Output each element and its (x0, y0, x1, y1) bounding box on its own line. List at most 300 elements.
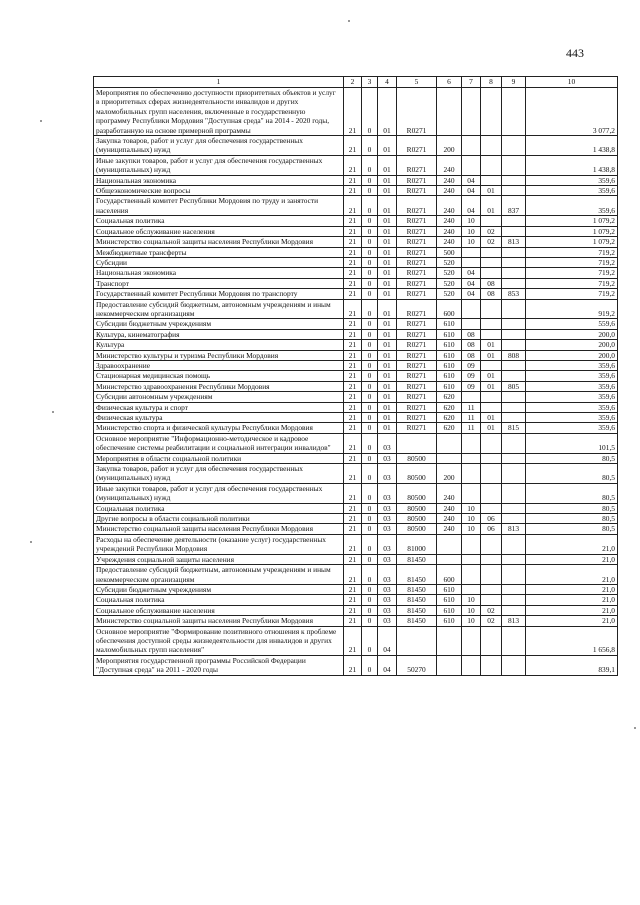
col-9-value (502, 565, 526, 585)
amount-value: 101,5 (526, 433, 618, 453)
col-3-value: 0 (362, 268, 378, 278)
col-8-value (481, 319, 502, 329)
col-5-value: R0271 (397, 423, 437, 433)
table-row (94, 247, 618, 257)
col-6-value: 610 (437, 371, 462, 381)
col-3-value: 0 (362, 655, 378, 675)
col-5-value: R0271 (397, 350, 437, 360)
col-4-value: 01 (378, 340, 397, 350)
col-9-value (502, 514, 526, 524)
amount-value: 1 656,8 (526, 626, 618, 655)
col-3-value: 0 (362, 216, 378, 226)
col-2-value: 21 (344, 483, 362, 503)
col-8-value (481, 534, 502, 554)
col-7-value: 10 (462, 616, 481, 626)
table-row (94, 413, 618, 423)
table-row (94, 565, 618, 585)
col-5-value: R0271 (397, 216, 437, 226)
col-7-value (462, 247, 481, 257)
col-9-value: 813 (502, 616, 526, 626)
row-name: Министерство спорта и физической культуры Республики Мордовия (94, 423, 344, 433)
col-7-value: 10 (462, 605, 481, 615)
col-2-value: 21 (344, 423, 362, 433)
col-6-value: 240 (437, 216, 462, 226)
col-8-value: 08 (481, 278, 502, 288)
col-7-value: 08 (462, 350, 481, 360)
col-8-value: 01 (481, 340, 502, 350)
col-3-value: 0 (362, 350, 378, 360)
col-4-value: 01 (378, 319, 397, 329)
column-header: 7 (462, 77, 481, 88)
col-2-value: 21 (344, 524, 362, 534)
col-9-value (502, 175, 526, 185)
amount-value: 200,0 (526, 350, 618, 360)
col-6-value: 610 (437, 595, 462, 605)
col-3-value: 0 (362, 186, 378, 196)
col-2-value: 21 (344, 88, 362, 136)
table-row (94, 175, 618, 185)
col-2-value: 21 (344, 237, 362, 247)
col-5-value: R0271 (397, 155, 437, 175)
col-7-value (462, 453, 481, 463)
row-name: Субсидии автономным учреждениям (94, 392, 344, 402)
col-7-value (462, 155, 481, 175)
col-7-value (462, 319, 481, 329)
row-name: Министерство здравоохранения Республики Мордовия (94, 381, 344, 391)
row-name: Субсидии бюджетным учреждениям (94, 319, 344, 329)
col-3-value: 0 (362, 381, 378, 391)
col-3-value: 0 (362, 175, 378, 185)
col-9-value (502, 329, 526, 339)
col-4-value: 04 (378, 655, 397, 675)
col-5-value: R0271 (397, 319, 437, 329)
col-7-value: 10 (462, 226, 481, 236)
col-3-value: 0 (362, 257, 378, 267)
col-8-value (481, 402, 502, 412)
col-3-value: 0 (362, 626, 378, 655)
amount-value: 80,5 (526, 524, 618, 534)
col-2-value: 21 (344, 595, 362, 605)
amount-value: 80,5 (526, 483, 618, 503)
col-3-value: 0 (362, 616, 378, 626)
col-4-value: 01 (378, 88, 397, 136)
col-8-value: 01 (481, 381, 502, 391)
col-5-value: R0271 (397, 329, 437, 339)
col-5-value: 81450 (397, 584, 437, 594)
col-6-value (437, 453, 462, 463)
col-9-value (502, 155, 526, 175)
table-row (94, 616, 618, 626)
scan-speck (634, 727, 636, 729)
col-4-value: 01 (378, 299, 397, 319)
col-7-value (462, 464, 481, 484)
col-5-value: 80500 (397, 503, 437, 513)
amount-value: 719,2 (526, 247, 618, 257)
col-8-value (481, 216, 502, 226)
col-5-value: 80500 (397, 464, 437, 484)
row-name: Основное мероприятие "Формирование позитивного отношения к проблеме обеспечения доступной среды жизнедеятельности для инвалидов и других маломобильных групп населения" (94, 626, 344, 655)
column-header: 6 (437, 77, 462, 88)
col-4-value: 03 (378, 584, 397, 594)
table-row (94, 524, 618, 534)
table-row (94, 196, 618, 216)
amount-value: 919,2 (526, 299, 618, 319)
col-8-value (481, 554, 502, 564)
col-8-value (481, 88, 502, 136)
col-3-value: 0 (362, 605, 378, 615)
col-2-value: 21 (344, 605, 362, 615)
col-8-value: 01 (481, 196, 502, 216)
col-2-value: 21 (344, 319, 362, 329)
col-5-value (397, 433, 437, 453)
col-9-value (502, 483, 526, 503)
col-5-value: R0271 (397, 196, 437, 216)
row-name: Здравоохранение (94, 360, 344, 370)
col-2-value: 21 (344, 655, 362, 675)
col-3-value: 0 (362, 319, 378, 329)
col-6-value: 240 (437, 514, 462, 524)
amount-value: 80,5 (526, 453, 618, 463)
col-3-value: 0 (362, 278, 378, 288)
col-7-value: 09 (462, 371, 481, 381)
col-7-value: 11 (462, 413, 481, 423)
column-header: 4 (378, 77, 397, 88)
col-4-value: 01 (378, 392, 397, 402)
row-name: Социальное обслуживание населения (94, 226, 344, 236)
col-9-value: 808 (502, 350, 526, 360)
col-2-value: 21 (344, 196, 362, 216)
col-3-value: 0 (362, 565, 378, 585)
amount-value: 359,6 (526, 175, 618, 185)
col-8-value (481, 626, 502, 655)
table-row (94, 402, 618, 412)
col-4-value: 01 (378, 289, 397, 299)
col-8-value (481, 329, 502, 339)
col-6-value: 600 (437, 299, 462, 319)
col-9-value (502, 268, 526, 278)
col-9-value: 813 (502, 237, 526, 247)
col-5-value: R0271 (397, 392, 437, 402)
row-name: Субсидии (94, 257, 344, 267)
col-8-value (481, 257, 502, 267)
col-7-value (462, 655, 481, 675)
col-6-value: 610 (437, 329, 462, 339)
amount-value: 1 438,8 (526, 136, 618, 156)
col-6-value: 240 (437, 226, 462, 236)
table-row (94, 371, 618, 381)
col-3-value: 0 (362, 371, 378, 381)
col-5-value: 81000 (397, 534, 437, 554)
col-9-value (502, 605, 526, 615)
row-name: Закупка товаров, работ и услуг для обеспечения государственных (муниципальных) нужд (94, 136, 344, 156)
row-name: Социальная политика (94, 503, 344, 513)
col-4-value: 03 (378, 514, 397, 524)
col-6-value: 610 (437, 360, 462, 370)
col-8-value (481, 483, 502, 503)
col-2-value: 21 (344, 534, 362, 554)
col-5-value (397, 626, 437, 655)
column-header: 10 (526, 77, 618, 88)
col-8-value: 02 (481, 237, 502, 247)
table-row (94, 237, 618, 247)
col-9-value (502, 402, 526, 412)
col-2-value: 21 (344, 226, 362, 236)
col-4-value: 01 (378, 360, 397, 370)
table-row (94, 340, 618, 350)
amount-value: 839,1 (526, 655, 618, 675)
col-5-value: 80500 (397, 524, 437, 534)
row-name: Иные закупки товаров, работ и услуг для обеспечения государственных (муниципальных) нужд (94, 155, 344, 175)
column-header: 5 (397, 77, 437, 88)
col-7-value (462, 392, 481, 402)
col-4-value: 01 (378, 350, 397, 360)
col-8-value (481, 299, 502, 319)
col-6-value (437, 534, 462, 554)
col-3-value: 0 (362, 155, 378, 175)
col-7-value (462, 88, 481, 136)
col-7-value: 04 (462, 175, 481, 185)
col-9-value (502, 319, 526, 329)
col-7-value: 08 (462, 329, 481, 339)
table-row (94, 392, 618, 402)
col-6-value: 240 (437, 503, 462, 513)
amount-value: 719,2 (526, 278, 618, 288)
table-row (94, 350, 618, 360)
col-6-value: 610 (437, 340, 462, 350)
col-5-value: R0271 (397, 413, 437, 423)
amount-value: 80,5 (526, 514, 618, 524)
col-3-value: 0 (362, 226, 378, 236)
col-3-value: 0 (362, 524, 378, 534)
col-9-value: 837 (502, 196, 526, 216)
col-9-value (502, 257, 526, 267)
amount-value: 1 079,2 (526, 237, 618, 247)
col-3-value: 0 (362, 464, 378, 484)
header-row (94, 77, 618, 88)
row-name: Социальная политика (94, 595, 344, 605)
col-7-value (462, 136, 481, 156)
col-5-value: R0271 (397, 371, 437, 381)
col-4-value: 03 (378, 565, 397, 585)
row-name: Стационарная медицинская помощь (94, 371, 344, 381)
table-row (94, 319, 618, 329)
col-4-value: 01 (378, 268, 397, 278)
col-9-value (502, 626, 526, 655)
col-8-value (481, 247, 502, 257)
col-6-value (437, 554, 462, 564)
col-7-value (462, 554, 481, 564)
col-4-value: 03 (378, 595, 397, 605)
col-3-value: 0 (362, 196, 378, 216)
col-7-value: 10 (462, 595, 481, 605)
col-2-value: 21 (344, 155, 362, 175)
col-7-value (462, 626, 481, 655)
col-2-value: 21 (344, 186, 362, 196)
amount-value: 359,6 (526, 423, 618, 433)
col-3-value: 0 (362, 402, 378, 412)
col-8-value (481, 595, 502, 605)
col-4-value: 03 (378, 483, 397, 503)
amount-value: 359,6 (526, 186, 618, 196)
col-4-value: 01 (378, 257, 397, 267)
table-row (94, 464, 618, 484)
col-9-value (502, 453, 526, 463)
col-9-value (502, 413, 526, 423)
table-row (94, 453, 618, 463)
col-2-value: 21 (344, 278, 362, 288)
col-3-value: 0 (362, 237, 378, 247)
col-3-value: 0 (362, 554, 378, 564)
col-9-value (502, 88, 526, 136)
col-8-value: 01 (481, 423, 502, 433)
col-8-value (481, 464, 502, 484)
col-4-value: 01 (378, 226, 397, 236)
col-4-value: 01 (378, 175, 397, 185)
col-6-value: 240 (437, 196, 462, 216)
col-8-value: 01 (481, 186, 502, 196)
scan-speck (30, 541, 32, 543)
col-9-value (502, 554, 526, 564)
col-5-value: R0271 (397, 88, 437, 136)
row-name: Национальная экономика (94, 268, 344, 278)
col-5-value: R0271 (397, 299, 437, 319)
col-8-value: 02 (481, 616, 502, 626)
amount-value: 21,0 (526, 605, 618, 615)
scan-speck (52, 411, 54, 413)
col-6-value: 240 (437, 155, 462, 175)
col-2-value: 21 (344, 136, 362, 156)
col-2-value: 21 (344, 175, 362, 185)
col-4-value: 03 (378, 616, 397, 626)
row-name: Основное мероприятие "Информационно-методическое и кадровое обеспечение системы реабилитации и социальной интеграции инвалидов" (94, 433, 344, 453)
amount-value: 1 438,8 (526, 155, 618, 175)
col-3-value: 0 (362, 247, 378, 257)
table-row (94, 278, 618, 288)
col-9-value (502, 371, 526, 381)
col-8-value (481, 584, 502, 594)
col-6-value: 610 (437, 319, 462, 329)
amount-value: 80,5 (526, 503, 618, 513)
col-4-value: 03 (378, 554, 397, 564)
col-3-value: 0 (362, 340, 378, 350)
col-6-value: 240 (437, 483, 462, 503)
col-2-value: 21 (344, 554, 362, 564)
col-2-value: 21 (344, 257, 362, 267)
col-3-value: 0 (362, 136, 378, 156)
row-name: Министерство социальной защиты населения Республики Мордовия (94, 616, 344, 626)
col-3-value: 0 (362, 88, 378, 136)
table-row (94, 257, 618, 267)
table-row (94, 268, 618, 278)
col-5-value: R0271 (397, 186, 437, 196)
col-3-value: 0 (362, 453, 378, 463)
amount-value: 200,0 (526, 340, 618, 350)
col-6-value: 240 (437, 186, 462, 196)
col-9-value (502, 433, 526, 453)
col-2-value: 21 (344, 392, 362, 402)
col-8-value: 01 (481, 413, 502, 423)
col-8-value (481, 155, 502, 175)
table-row (94, 136, 618, 156)
col-2-value: 21 (344, 247, 362, 257)
col-8-value (481, 175, 502, 185)
table-row (94, 423, 618, 433)
col-2-value: 21 (344, 514, 362, 524)
col-2-value: 21 (344, 289, 362, 299)
col-4-value: 01 (378, 371, 397, 381)
col-6-value: 610 (437, 616, 462, 626)
col-2-value: 21 (344, 433, 362, 453)
col-2-value: 21 (344, 413, 362, 423)
col-5-value: R0271 (397, 340, 437, 350)
table-row (94, 289, 618, 299)
amount-value: 21,0 (526, 595, 618, 605)
row-name: Другие вопросы в области социальной политики (94, 514, 344, 524)
col-2-value: 21 (344, 616, 362, 626)
col-7-value: 10 (462, 503, 481, 513)
col-3-value: 0 (362, 433, 378, 453)
col-9-value (502, 226, 526, 236)
col-7-value (462, 483, 481, 503)
row-name: Мероприятия по обеспечению доступности приоритетных объектов и услуг в приоритетных сферах жизнедеятельности инвалидов и других маломобильных групп населения, включенные в государственную программу Республики Мордовия "Доступная среда" на 2014 - 2020 годы, разработанную на основе примерной программы (94, 88, 344, 136)
row-name: Культура (94, 340, 344, 350)
col-3-value: 0 (362, 360, 378, 370)
amount-value: 1 079,2 (526, 226, 618, 236)
column-header: 3 (362, 77, 378, 88)
col-7-value: 04 (462, 186, 481, 196)
table-row (94, 216, 618, 226)
budget-table (93, 76, 618, 676)
amount-value: 21,0 (526, 584, 618, 594)
row-name: Общеэкономические вопросы (94, 186, 344, 196)
row-name: Государственный комитет Республики Мордовия по транспорту (94, 289, 344, 299)
col-9-value (502, 392, 526, 402)
col-7-value (462, 584, 481, 594)
col-9-value (502, 534, 526, 554)
col-5-value: 80500 (397, 514, 437, 524)
col-2-value: 21 (344, 626, 362, 655)
col-8-value (481, 268, 502, 278)
col-6-value (437, 655, 462, 675)
col-4-value: 01 (378, 423, 397, 433)
col-6-value: 620 (437, 402, 462, 412)
col-8-value: 02 (481, 605, 502, 615)
col-3-value: 0 (362, 289, 378, 299)
col-5-value: 80500 (397, 483, 437, 503)
row-name: Предоставление субсидий бюджетным, автономным учреждениям и иным некоммерческим организациям (94, 565, 344, 585)
amount-value: 359,6 (526, 392, 618, 402)
col-9-value (502, 360, 526, 370)
col-4-value: 01 (378, 237, 397, 247)
col-5-value: R0271 (397, 247, 437, 257)
col-6-value: 620 (437, 423, 462, 433)
col-7-value (462, 433, 481, 453)
col-7-value: 09 (462, 360, 481, 370)
table-row (94, 381, 618, 391)
amount-value: 719,2 (526, 289, 618, 299)
col-5-value: 80500 (397, 453, 437, 463)
table-row (94, 503, 618, 513)
col-2-value: 21 (344, 350, 362, 360)
col-6-value: 200 (437, 136, 462, 156)
col-6-value: 620 (437, 392, 462, 402)
amount-value: 359,6 (526, 413, 618, 423)
col-6-value: 200 (437, 464, 462, 484)
row-name: Учреждения социальной защиты населения (94, 554, 344, 564)
col-6-value: 610 (437, 584, 462, 594)
col-8-value (481, 136, 502, 156)
col-2-value: 21 (344, 371, 362, 381)
